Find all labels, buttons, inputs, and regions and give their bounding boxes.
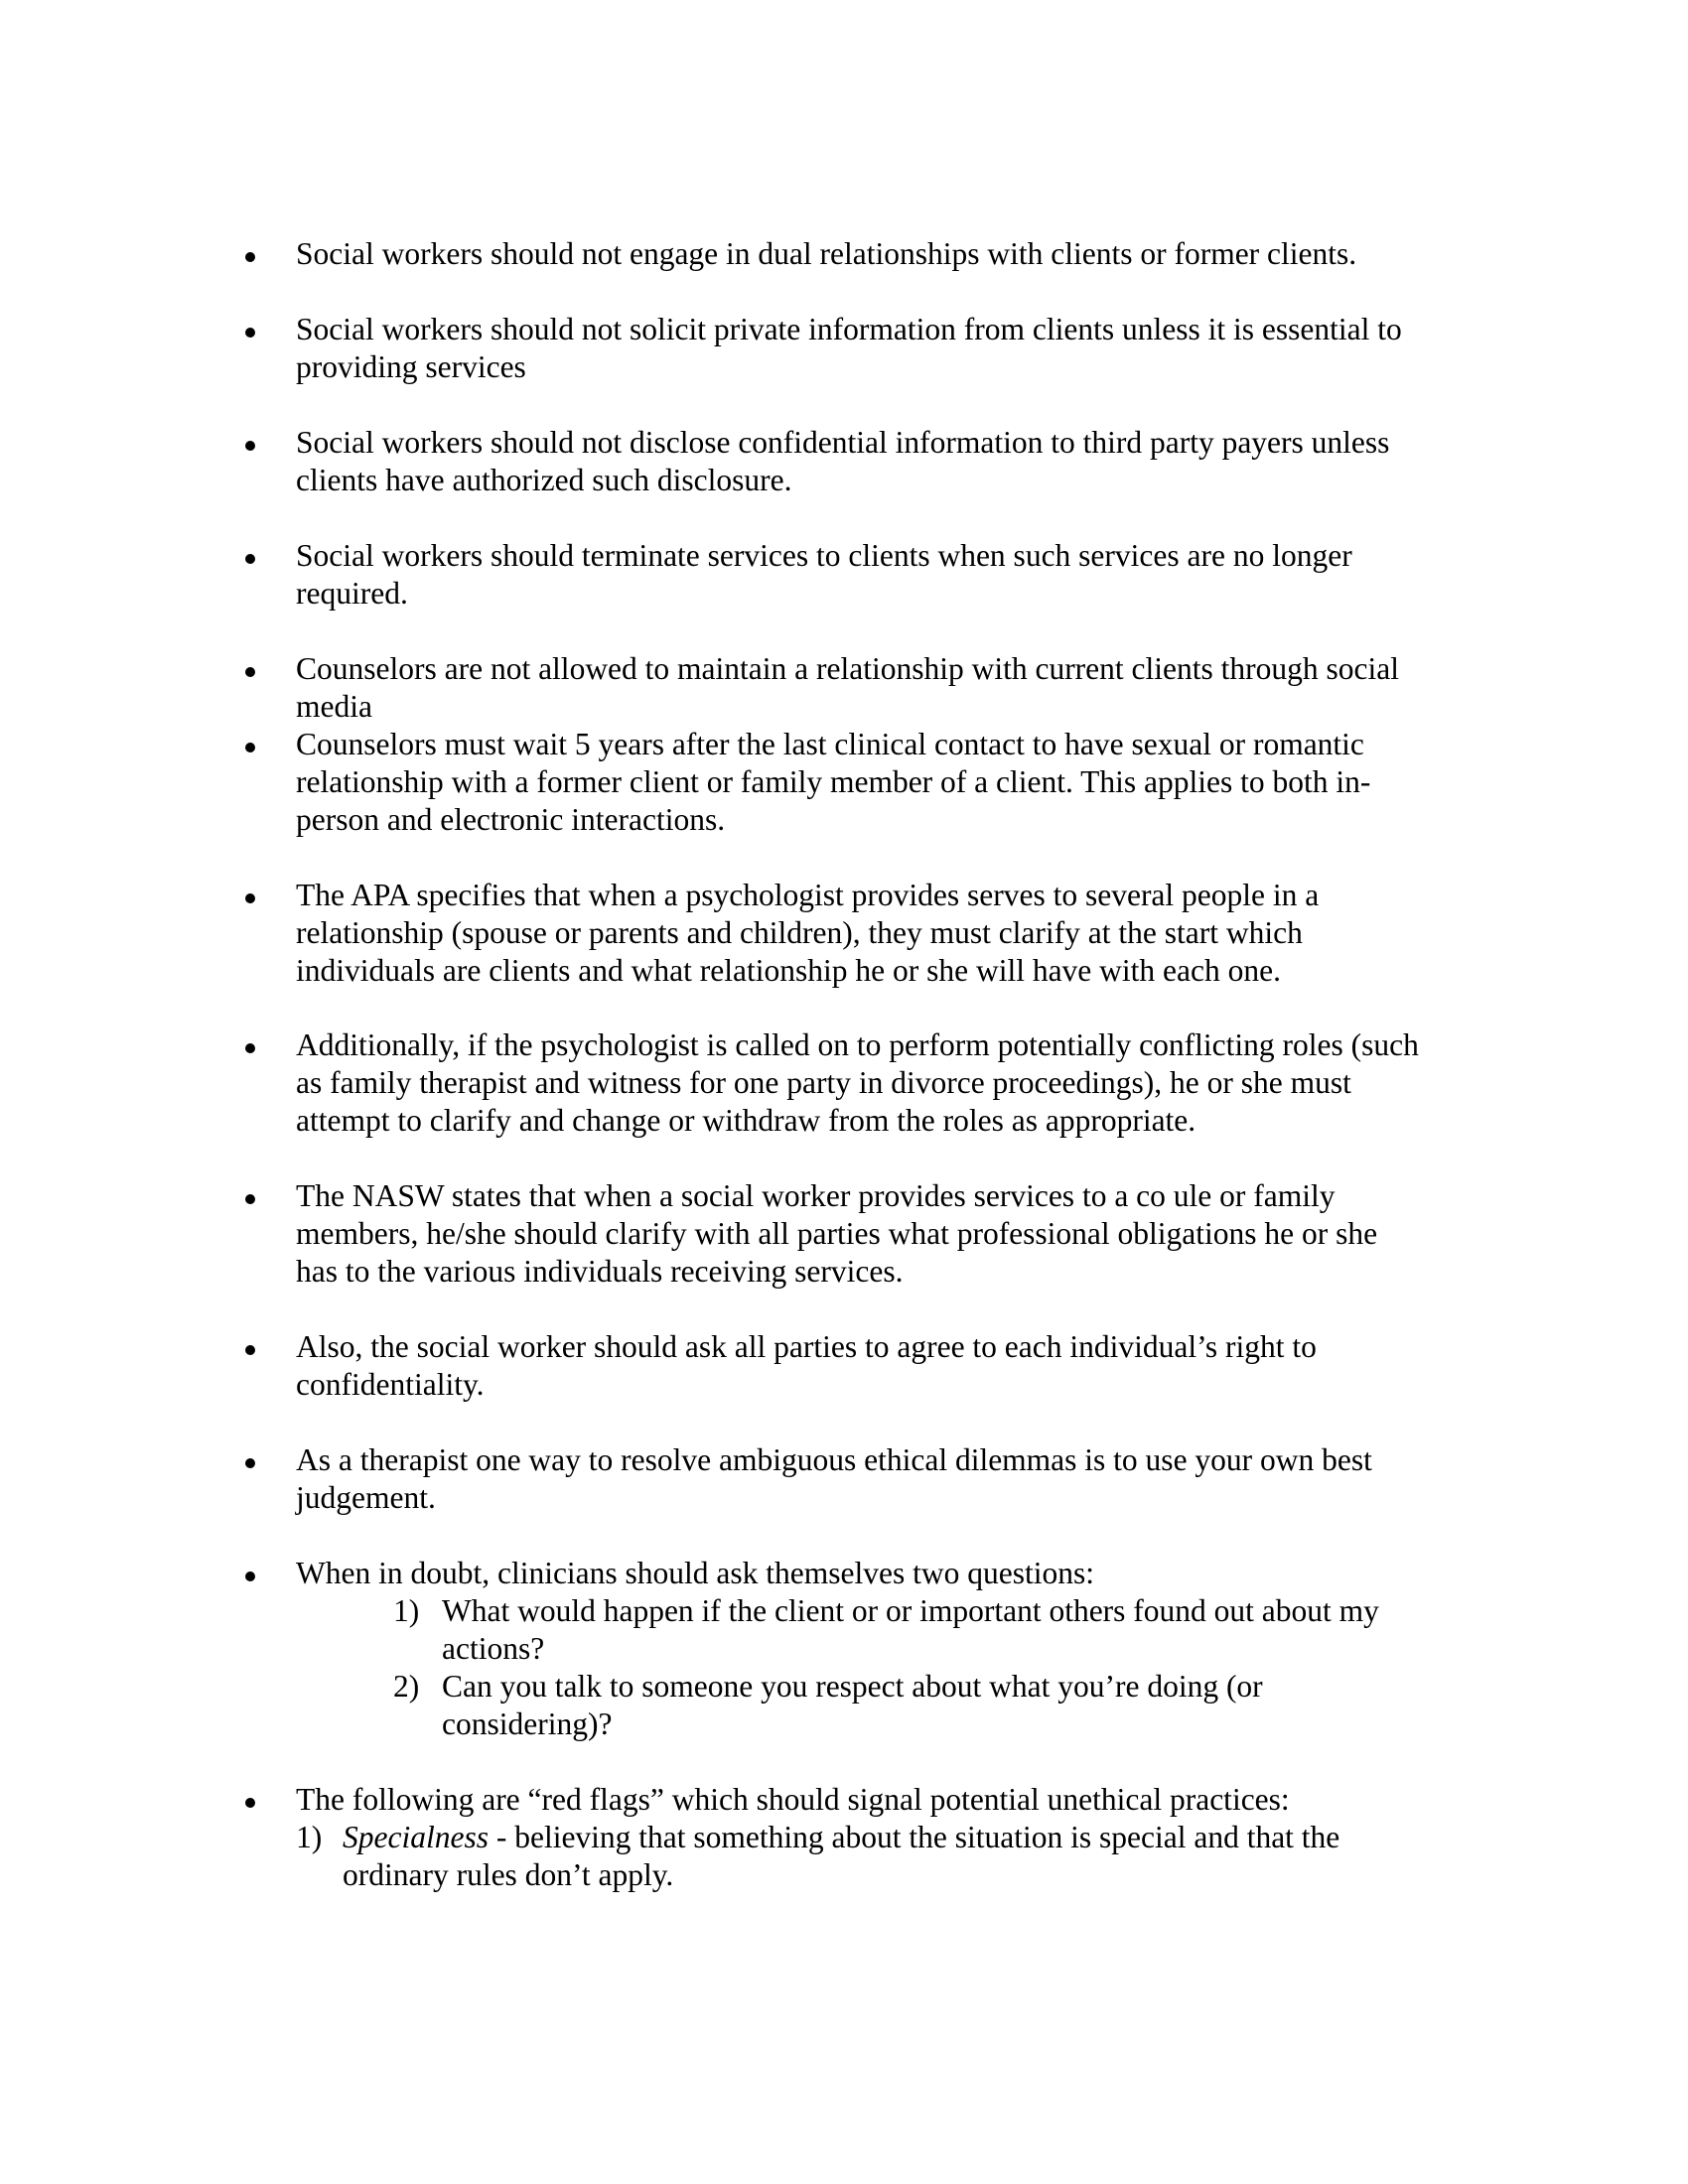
bullet-icon — [245, 1441, 257, 1479]
question-number: 2) — [393, 1669, 420, 1704]
list-item-text: Social workers should terminate services to clients when such services are no longer required. — [296, 538, 1352, 611]
bullet-icon — [245, 424, 257, 462]
list-item-text: When in doubt, clinicians should ask themselves two questions: — [296, 1556, 1095, 1590]
bullet-icon — [245, 877, 257, 914]
bullet-icon — [245, 1026, 257, 1064]
list-item-text: The NASW states that when a social worker provides services to a co ule or family members, he/she should clarify with all parties what professional obligations he or she has to the various individuals receiving services. — [296, 1178, 1378, 1289]
list-item-text: The APA specifies that when a psychologist provides serves to several people in a relationship (spouse or parents and children), they must clarify at the start which individuals are clients and what relationship he or she will have with each one. — [296, 878, 1320, 988]
red-flag-term: Specialness — [343, 1820, 489, 1854]
bullet-icon — [245, 311, 257, 348]
list-item-text: Also, the social worker should ask all parties to agree to each individual’s right to confidentiality. — [296, 1329, 1317, 1402]
question-text: Can you talk to someone you respect about what you’re doing (or considering)? — [442, 1669, 1263, 1741]
list-item-text: Social workers should not disclose confidential information to third party payers unless clients have authorized such disclosure. — [296, 425, 1390, 497]
bullet-icon — [245, 1328, 257, 1366]
bullet-icon — [245, 726, 257, 763]
list-item-text: The following are “red flags” which should signal potential unethical practices: — [296, 1782, 1290, 1817]
bullet-icon — [245, 1781, 257, 1819]
list-item-text: Social workers should not solicit private information from clients unless it is essential to providing services — [296, 312, 1402, 384]
bullet-icon — [245, 235, 257, 273]
list-item-text: As a therapist one way to resolve ambiguous ethical dilemmas is to use your own best judgement. — [296, 1442, 1372, 1515]
bullet-icon — [245, 650, 257, 688]
red-flag-number: 1) — [296, 1820, 323, 1854]
list-item-text: Counselors are not allowed to maintain a relationship with current clients through social media — [296, 651, 1399, 724]
list-item-text: Additionally, if the psychologist is called on to perform potentially conflicting roles (such as family therapist and witness for one party in divorce proceedings), he or she must attempt to clarify and change or withdraw from the roles as appropriate. — [296, 1027, 1419, 1138]
bullet-icon — [245, 1555, 257, 1592]
question-text: What would happen if the client or or important others found out about my actions? — [442, 1593, 1379, 1666]
bullet-icon — [245, 537, 257, 575]
red-flag-description: - believing that something about the situation is special and that the — [488, 1820, 1340, 1854]
bullet-icon — [245, 1177, 257, 1215]
red-flag-text: Specialness - believing that something about the situation is special and that the ordinary rules don’t apply. — [343, 1820, 1340, 1892]
list-item-text: Counselors must wait 5 years after the last clinical contact to have sexual or romantic relationship with a former client or family member of a client. This applies to both in- person and electronic interactions. — [296, 727, 1371, 837]
question-number: 1) — [393, 1593, 420, 1628]
list-item-text: Social workers should not engage in dual relationships with clients or former clients. — [296, 236, 1357, 271]
